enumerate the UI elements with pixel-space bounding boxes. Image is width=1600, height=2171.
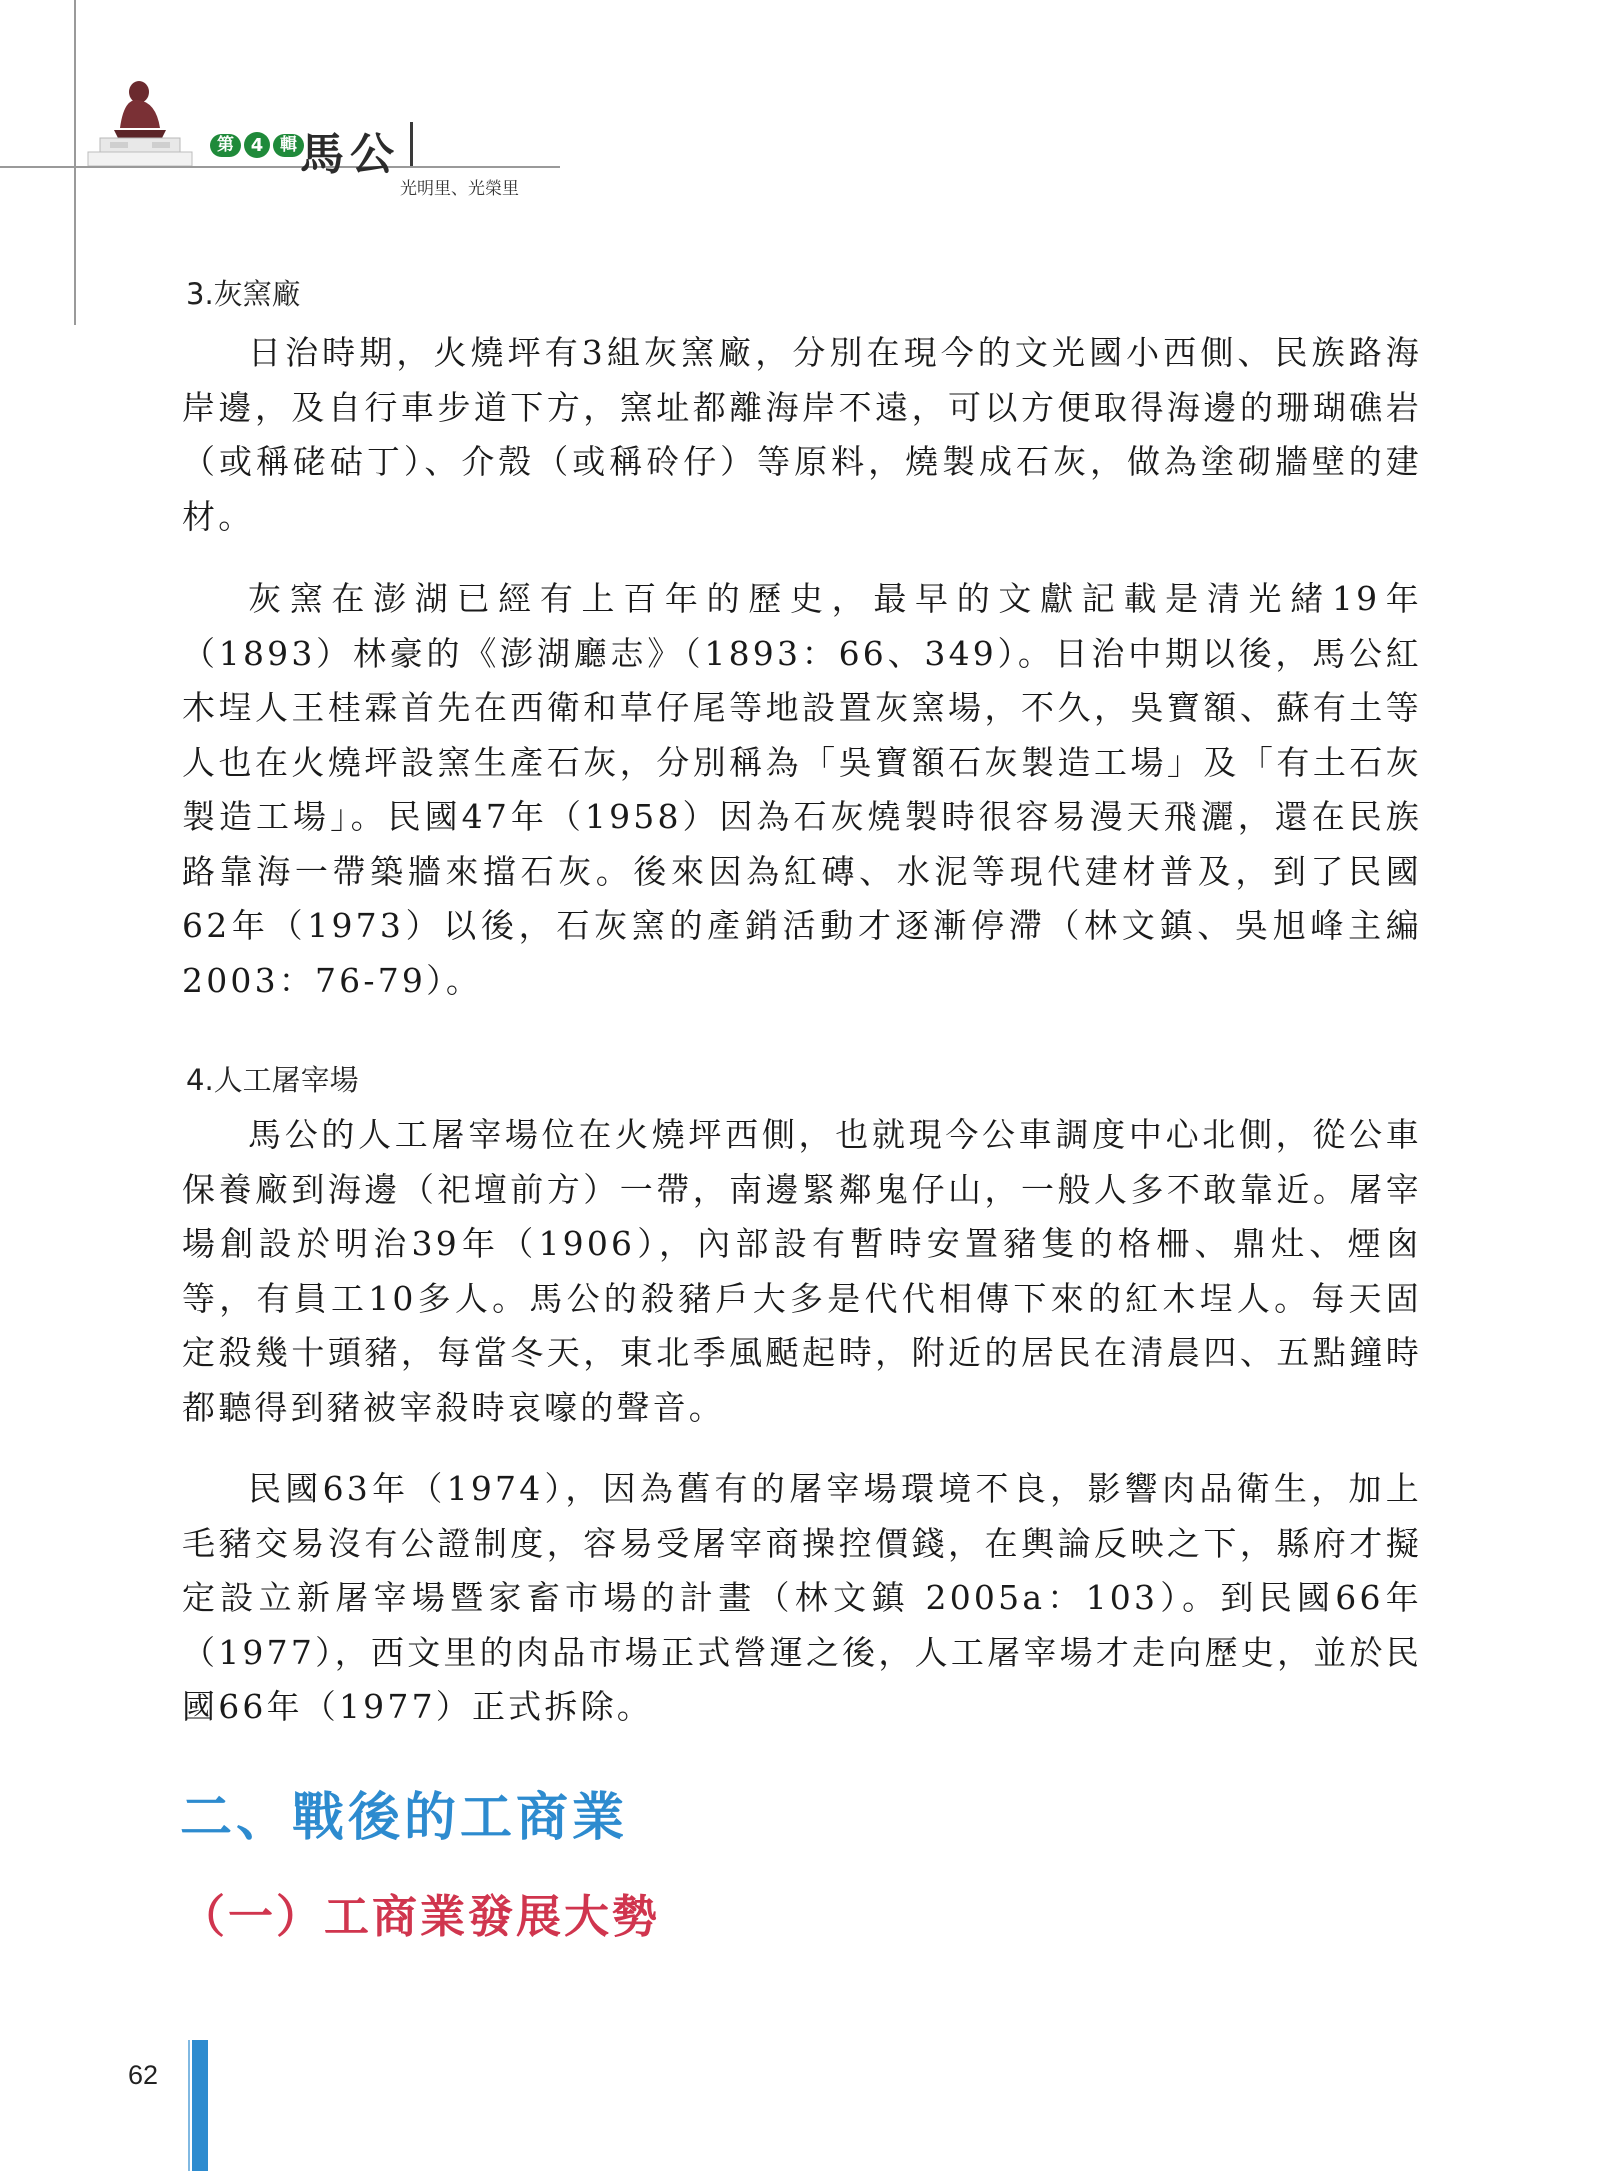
chapter-title-divider xyxy=(410,122,413,166)
header-horizontal-rule xyxy=(0,166,560,168)
paragraph-lime-kiln-1: 日治時期，火燒坪有3組灰窯廠，分別在現今的文光國小西側、民族路海岸邊，及自行車步道下方，窯址都離海岸不遠，可以方便取得海邊的珊瑚礁岩（或稱硓𥑮丁）、介殼（或稱砱仔）等原料，燒製成石灰，做為塗砌牆壁的建材。 xyxy=(182,333,1422,536)
chapter-label-left: 第 xyxy=(210,134,241,157)
monument-statue-icon xyxy=(80,58,198,166)
footer-accent-bar xyxy=(192,2040,208,2171)
main-heading: 二、戰後的工商業 xyxy=(180,1787,629,1848)
section-heading-lime-kiln: 3.灰窯廠 xyxy=(186,277,301,311)
page-number: 62 xyxy=(128,2060,159,2090)
footer-accent-line xyxy=(188,2040,190,2171)
chapter-number: 4 xyxy=(244,132,270,158)
paragraph-slaughterhouse-2: 民國63年（1974），因為舊有的屠宰場環境不良，影響肉品衛生，加上毛豬交易沒有公證制度，容易受屠宰商操控價錢，在輿論反映之下，縣府才擬定設立新屠宰場暨家畜市場的計畫（林文鎮 2005a：103）。到民國66年（1977），西文里的肉品市場正式營運之後，人工屠宰場才走向歷史，並於民國66年（1977）正式拆除。 xyxy=(182,1469,1422,1726)
chapter-label-right: 輯 xyxy=(273,134,304,157)
chapter-title: 馬公 xyxy=(300,129,400,180)
section-heading-slaughterhouse: 4.人工屠宰場 xyxy=(186,1063,359,1097)
chapter-subtitle: 光明里、光榮里 xyxy=(400,179,519,199)
paragraph-slaughterhouse-1: 馬公的人工屠宰場位在火燒坪西側，也就現今公車調度中心北側，從公車保養廠到海邊（祀壇前方）一帶，南邊緊鄰鬼仔山，一般人多不敢靠近。屠宰場創設於明治39年（1906），內部設有暫時安置豬隻的格柵、鼎灶、煙囪等，有員工10多人。馬公的殺豬戶大多是代代相傳下來的紅木埕人。每天固定殺幾十頭豬，每當冬天，東北季風颳起時，附近的居民在清晨四、五點鐘時都聽得到豬被宰殺時哀嚎的聲音。 xyxy=(182,1115,1422,1427)
paragraph-lime-kiln-2: 灰窯在澎湖已經有上百年的歷史，最早的文獻記載是清光緒19年（1893）林豪的《澎湖廳志》（1893：66、349）。日治中期以後，馬公紅木埕人王桂霖首先在西衛和草仔尾等地設置灰窯場，不久，吳寶額、蘇有土等人也在火燒坪設窯生產石灰，分別稱為「吳寶額石灰製造工場」及「有土石灰製造工場」。民國47年（1958）因為石灰燒製時很容易漫天飛灑，還在民族路靠海一帶築牆來擋石灰。後來因為紅磚、水泥等現代建材普及，到了民國62年（1973）以後，石灰窯的產銷活動才逐漸停滯（林文鎮、吳旭峰主編 2003：76-79）。 xyxy=(182,579,1422,1000)
header-vertical-rule xyxy=(74,0,76,325)
chapter-badge xyxy=(210,132,304,158)
sub-heading: （一）工商業發展大勢 xyxy=(180,1890,661,1943)
